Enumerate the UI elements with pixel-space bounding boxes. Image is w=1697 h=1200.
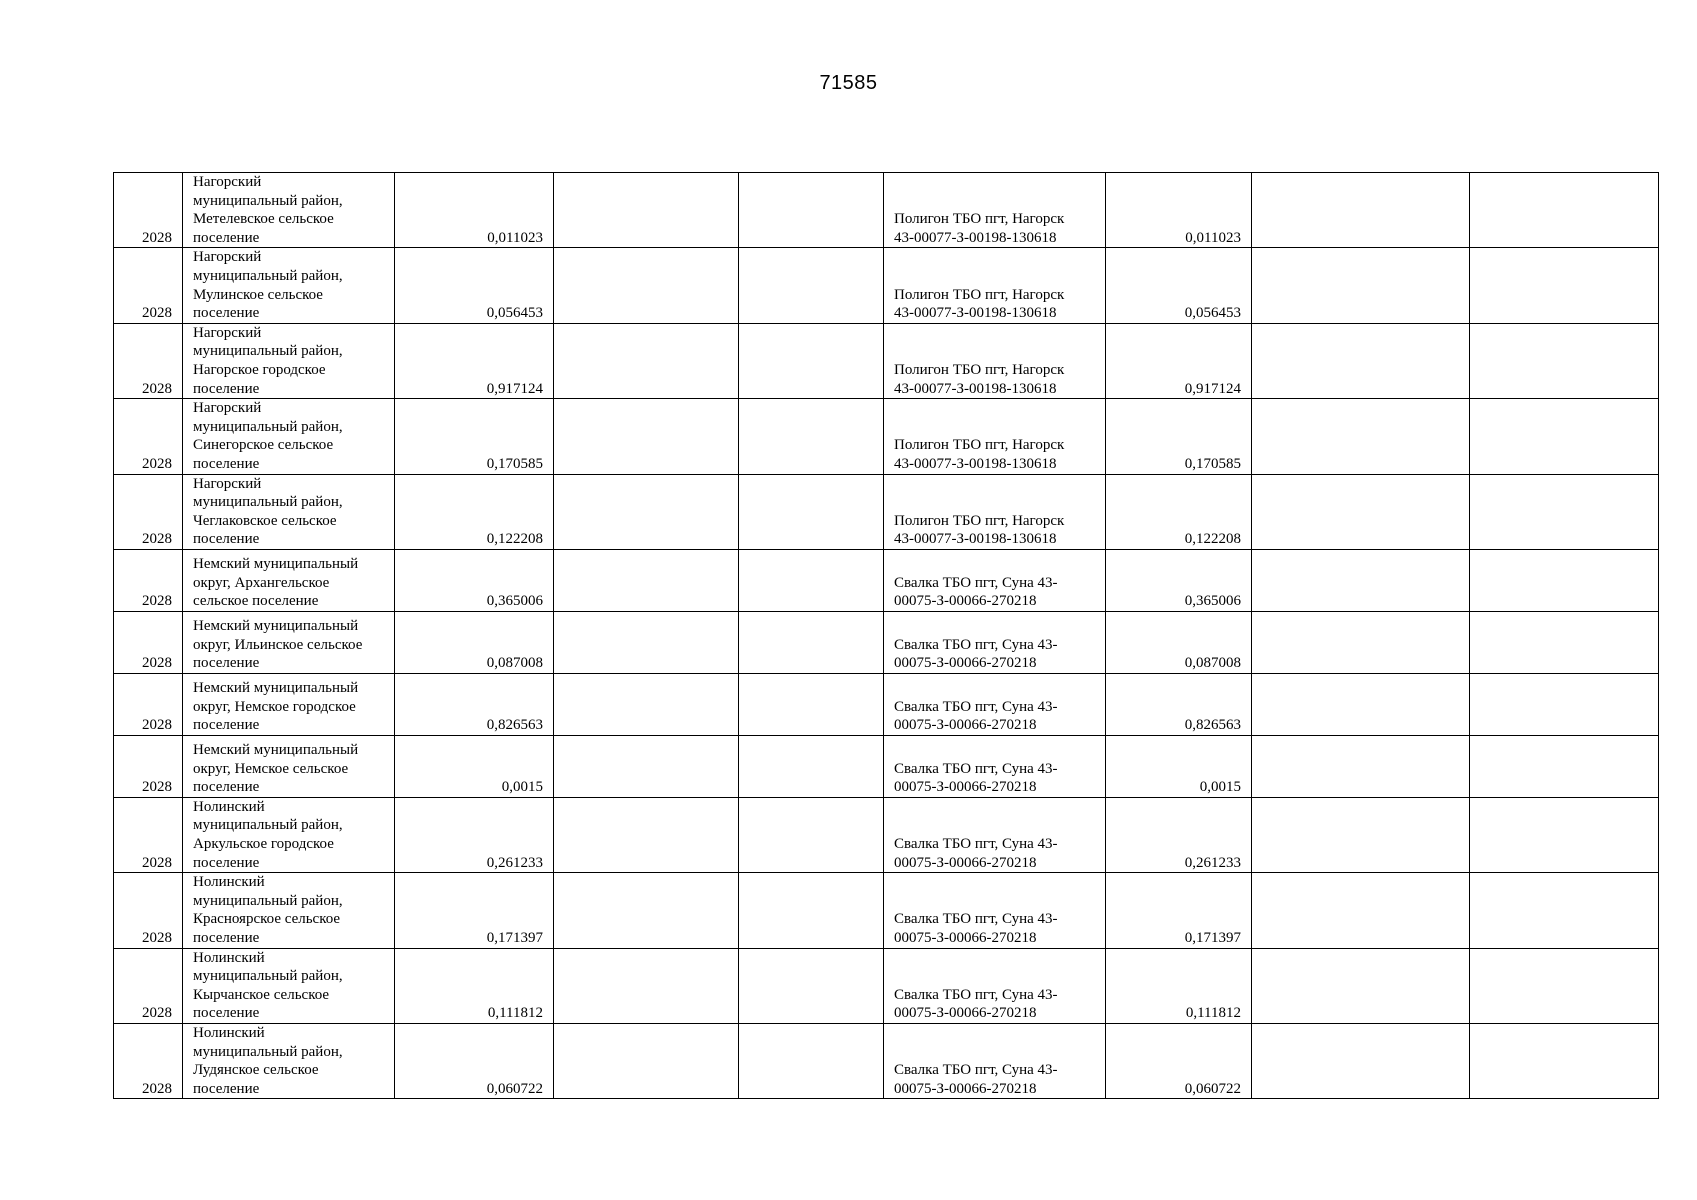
facility-cell-line: 00075-З-00066-270218 — [894, 1080, 1037, 1097]
empty-cell — [1470, 399, 1659, 474]
facility-cell-line: 43-00077-З-00198-130618 — [894, 380, 1057, 397]
volume-cell — [395, 735, 554, 797]
volume-cell — [395, 549, 554, 611]
year-cell — [114, 549, 183, 611]
empty-cell — [739, 474, 884, 549]
territory-cell-line: поселение — [193, 229, 260, 246]
territory-cell — [183, 399, 395, 474]
empty-cell — [1252, 873, 1470, 948]
year-cell — [114, 323, 183, 398]
facility-cell-line: Свалка ТБО пгт, Суна 43- — [894, 986, 1058, 1003]
empty-cell — [739, 323, 884, 398]
facility-cell — [884, 948, 1106, 1023]
empty-cell — [554, 248, 739, 323]
year-cell-value: 2028 — [142, 305, 172, 322]
empty-cell — [1470, 323, 1659, 398]
territory-cell-line: Немский муниципальный — [193, 680, 359, 697]
year-cell-value: 2028 — [142, 854, 172, 871]
year-cell-value: 2028 — [142, 1080, 172, 1097]
territory-cell — [183, 173, 395, 248]
empty-cell — [554, 1024, 739, 1099]
territory-cell-line: Аркульское городское — [193, 836, 334, 853]
territory-cell-line: округ, Немское сельское — [193, 760, 349, 777]
facility-cell-line: Свалка ТБО пгт, Суна 43- — [894, 574, 1058, 591]
empty-cell — [739, 873, 884, 948]
territory-cell-line: Нагорский — [193, 324, 262, 341]
territory-cell-line: Нолинский — [193, 798, 265, 815]
empty-cell — [554, 173, 739, 248]
year-cell — [114, 873, 183, 948]
year-cell — [114, 1024, 183, 1099]
territory-cell-line: Мулинское сельское — [193, 286, 323, 303]
volume-cell-value: 0,917124 — [486, 380, 543, 397]
facility-cell-line: 00075-З-00066-270218 — [894, 1005, 1037, 1022]
facility-cell — [884, 735, 1106, 797]
territory-cell-line: муниципальный район, — [193, 1043, 343, 1060]
facility-cell-line: Свалка ТБО пгт, Суна 43- — [894, 698, 1058, 715]
empty-cell — [554, 611, 739, 673]
empty-cell — [554, 673, 739, 735]
empty-cell — [1252, 173, 1470, 248]
empty-cell — [1470, 1024, 1659, 1099]
volume-cell-value: 0,170585 — [486, 455, 543, 472]
empty-cell — [739, 173, 884, 248]
volume-disposed-cell-value: 0,261233 — [1184, 854, 1241, 871]
volume-cell-value: 0,087008 — [486, 655, 543, 672]
facility-cell-line: Свалка ТБО пгт, Суна 43- — [894, 636, 1058, 653]
volume-cell-value: 0,365006 — [486, 593, 543, 610]
year-cell — [114, 248, 183, 323]
volume-disposed-cell — [1106, 173, 1252, 248]
volume-cell — [395, 797, 554, 872]
territory-cell-line: муниципальный район, — [193, 192, 343, 209]
volume-cell-value: 0,261233 — [486, 854, 543, 871]
empty-cell — [1470, 549, 1659, 611]
territory-cell — [183, 797, 395, 872]
territory-cell-line: Нолинский — [193, 1025, 265, 1041]
table-row — [114, 873, 1659, 948]
facility-cell-line: Свалка ТБО пгт, Суна 43- — [894, 760, 1058, 777]
table-row — [114, 173, 1659, 248]
empty-cell — [554, 735, 739, 797]
volume-cell — [395, 873, 554, 948]
territory-cell-line: поселение — [193, 531, 260, 548]
territory-cell-line: Нолинский — [193, 949, 265, 966]
territory-cell-line: Нагорский — [193, 249, 262, 266]
volume-disposed-cell — [1106, 399, 1252, 474]
territory-cell-line: муниципальный район, — [193, 968, 343, 985]
empty-cell — [1252, 323, 1470, 398]
empty-cell — [739, 399, 884, 474]
territory-cell-line: Нолинский — [193, 874, 265, 891]
facility-cell-line: Полигон ТБО пгт, Нагорск — [894, 361, 1065, 378]
empty-cell — [554, 797, 739, 872]
territory-cell — [183, 1024, 395, 1099]
territory-cell-line: поселение — [193, 779, 260, 796]
territory-cell-line: Нагорское городское — [193, 361, 326, 378]
territory-cell-line: Нагорский — [193, 400, 262, 417]
volume-disposed-cell-value: 0,0015 — [1199, 779, 1241, 796]
territory-cell — [183, 873, 395, 948]
facility-cell-line: 43-00077-З-00198-130618 — [894, 455, 1057, 472]
year-cell — [114, 948, 183, 1023]
territory-cell-line: поселение — [193, 717, 260, 734]
territory-cell-line: муниципальный район, — [193, 343, 343, 360]
volume-disposed-cell-value: 0,060722 — [1184, 1080, 1241, 1097]
table-body — [114, 173, 1659, 1099]
territory-cell-line: поселение — [193, 1080, 260, 1097]
facility-cell — [884, 611, 1106, 673]
territory-cell-line: округ, Немское городское — [193, 698, 356, 715]
volume-disposed-cell — [1106, 1024, 1252, 1099]
empty-cell — [1252, 735, 1470, 797]
volume-cell — [395, 173, 554, 248]
empty-cell — [1470, 673, 1659, 735]
empty-cell — [739, 549, 884, 611]
empty-cell — [1470, 873, 1659, 948]
facility-cell — [884, 173, 1106, 248]
empty-cell — [554, 873, 739, 948]
table-row — [114, 948, 1659, 1023]
empty-cell — [1252, 611, 1470, 673]
facility-cell — [884, 673, 1106, 735]
volume-disposed-cell-value: 0,087008 — [1184, 655, 1241, 672]
empty-cell — [1470, 948, 1659, 1023]
volume-disposed-cell — [1106, 549, 1252, 611]
year-cell-value: 2028 — [142, 593, 172, 610]
year-cell-value: 2028 — [142, 930, 172, 947]
volume-cell — [395, 474, 554, 549]
empty-cell — [1252, 1024, 1470, 1099]
facility-cell-line: Полигон ТБО пгт, Нагорск — [894, 286, 1065, 303]
territory-cell-line: сельское поселение — [193, 593, 319, 610]
facility-cell-line: Свалка ТБО пгт, Суна 43- — [894, 1062, 1058, 1079]
territory-cell-line: поселение — [193, 455, 260, 472]
volume-cell — [395, 611, 554, 673]
facility-cell-line: Полигон ТБО пгт, Нагорск — [894, 512, 1065, 529]
year-cell-value: 2028 — [142, 531, 172, 548]
volume-cell — [395, 1024, 554, 1099]
empty-cell — [1470, 173, 1659, 248]
facility-cell-line: 00075-З-00066-270218 — [894, 779, 1037, 796]
volume-cell-value: 0,826563 — [486, 717, 543, 734]
empty-cell — [1470, 797, 1659, 872]
territory-cell-line: поселение — [193, 930, 260, 947]
year-cell-value: 2028 — [142, 717, 172, 734]
volume-disposed-cell — [1106, 611, 1252, 673]
empty-cell — [1252, 549, 1470, 611]
territory-cell-line: муниципальный район, — [193, 494, 343, 511]
year-cell-value: 2028 — [142, 1005, 172, 1022]
table-row — [114, 735, 1659, 797]
empty-cell — [739, 1024, 884, 1099]
territory-cell — [183, 611, 395, 673]
empty-cell — [1252, 399, 1470, 474]
volume-disposed-cell-value: 0,170585 — [1184, 455, 1241, 472]
volume-disposed-cell — [1106, 948, 1252, 1023]
table-row — [114, 611, 1659, 673]
territory-cell-line: муниципальный район, — [193, 892, 343, 909]
territory-cell-line: поселение — [193, 655, 260, 672]
facility-cell — [884, 1024, 1106, 1099]
year-cell — [114, 797, 183, 872]
year-cell-value: 2028 — [142, 779, 172, 796]
empty-cell — [1470, 735, 1659, 797]
territory-cell-line: муниципальный район, — [193, 817, 343, 834]
facility-cell — [884, 474, 1106, 549]
volume-cell-value: 0,0015 — [501, 779, 543, 796]
empty-cell — [739, 248, 884, 323]
table-row — [114, 797, 1659, 872]
volume-cell-value: 0,111812 — [487, 1005, 543, 1022]
table-row — [114, 549, 1659, 611]
empty-cell — [1252, 948, 1470, 1023]
territory-cell — [183, 673, 395, 735]
volume-disposed-cell — [1106, 474, 1252, 549]
year-cell — [114, 673, 183, 735]
territory-cell-line: округ, Архангельское — [193, 574, 330, 591]
volume-disposed-cell-value: 0,011023 — [1185, 229, 1241, 246]
empty-cell — [554, 948, 739, 1023]
volume-cell-value: 0,122208 — [486, 531, 543, 548]
facility-cell-line: 00075-З-00066-270218 — [894, 854, 1037, 871]
empty-cell — [1470, 474, 1659, 549]
volume-cell-value: 0,056453 — [486, 305, 543, 322]
volume-disposed-cell-value: 0,056453 — [1184, 305, 1241, 322]
volume-disposed-cell-value: 0,171397 — [1184, 930, 1241, 947]
volume-cell — [395, 399, 554, 474]
empty-cell — [1470, 248, 1659, 323]
facility-cell-line: Полигон ТБО пгт, Нагорск — [894, 211, 1065, 228]
volume-disposed-cell — [1106, 797, 1252, 872]
year-cell — [114, 474, 183, 549]
empty-cell — [739, 797, 884, 872]
volume-cell-value: 0,171397 — [486, 930, 543, 947]
empty-cell — [1252, 474, 1470, 549]
facility-cell — [884, 549, 1106, 611]
empty-cell — [554, 323, 739, 398]
table-row — [114, 474, 1659, 549]
facility-cell — [884, 248, 1106, 323]
table-row — [114, 399, 1659, 474]
territory-cell-line: муниципальный район, — [193, 267, 343, 284]
empty-cell — [739, 673, 884, 735]
year-cell-value: 2028 — [142, 380, 172, 397]
volume-disposed-cell-value: 0,122208 — [1184, 531, 1241, 548]
empty-cell — [554, 549, 739, 611]
territory-cell-line: Чеглаковское сельское — [193, 512, 337, 529]
empty-cell — [554, 399, 739, 474]
volume-cell-value: 0,060722 — [486, 1080, 543, 1097]
facility-cell-line: Свалка ТБО пгт, Суна 43- — [894, 836, 1058, 853]
empty-cell — [739, 735, 884, 797]
territory-cell-line: поселение — [193, 380, 260, 397]
volume-disposed-cell — [1106, 873, 1252, 948]
year-cell-value: 2028 — [142, 455, 172, 472]
territory-cell-line: поселение — [193, 305, 260, 322]
territory-cell-line: Нагорский — [193, 174, 262, 190]
facility-cell — [884, 323, 1106, 398]
volume-disposed-cell — [1106, 673, 1252, 735]
page-number: 71585 — [819, 72, 878, 94]
year-cell — [114, 735, 183, 797]
facility-cell-line: 00075-З-00066-270218 — [894, 655, 1037, 672]
territory-cell-line: Немский муниципальный — [193, 556, 359, 573]
territory-cell — [183, 323, 395, 398]
year-cell — [114, 173, 183, 248]
territory-cell-line: поселение — [193, 854, 260, 871]
table-row — [114, 1024, 1659, 1099]
empty-cell — [739, 948, 884, 1023]
year-cell-value: 2028 — [142, 229, 172, 246]
empty-cell — [739, 611, 884, 673]
volume-cell — [395, 673, 554, 735]
table-row — [114, 248, 1659, 323]
territory-cell-line: Синегорское сельское — [193, 437, 334, 454]
territory-cell — [183, 549, 395, 611]
year-cell — [114, 611, 183, 673]
facility-cell — [884, 873, 1106, 948]
territory-cell — [183, 474, 395, 549]
volume-disposed-cell-value: 0,111812 — [1185, 1005, 1241, 1022]
volume-disposed-cell — [1106, 323, 1252, 398]
year-cell-value: 2028 — [142, 655, 172, 672]
territory-cell-line: Красноярское сельское — [193, 911, 341, 928]
volume-cell — [395, 248, 554, 323]
facility-cell-line: 00075-З-00066-270218 — [894, 593, 1037, 610]
volume-disposed-cell-value: 0,365006 — [1184, 593, 1241, 610]
facility-cell-line: 00075-З-00066-270218 — [894, 930, 1037, 947]
facility-cell — [884, 797, 1106, 872]
territory-cell — [183, 735, 395, 797]
territory-cell — [183, 248, 395, 323]
territory-cell-line: муниципальный район, — [193, 418, 343, 435]
territory-cell-line: Немский муниципальный — [193, 742, 359, 759]
table-row — [114, 673, 1659, 735]
year-cell — [114, 399, 183, 474]
territory-cell — [183, 948, 395, 1023]
territory-cell-line: поселение — [193, 1005, 260, 1022]
facility-cell — [884, 399, 1106, 474]
volume-cell-value: 0,011023 — [487, 229, 543, 246]
facility-cell-line: Свалка ТБО пгт, Суна 43- — [894, 911, 1058, 928]
territory-cell-line: Немский муниципальный — [193, 618, 359, 635]
table-row — [114, 323, 1659, 398]
waste-volume-table — [113, 172, 1659, 1099]
facility-cell-line: 00075-З-00066-270218 — [894, 717, 1037, 734]
facility-cell-line: 43-00077-З-00198-130618 — [894, 531, 1057, 548]
empty-cell — [554, 474, 739, 549]
territory-cell-line: Лудянское сельское — [193, 1062, 319, 1079]
territory-cell-line: Кырчанское сельское — [193, 986, 330, 1003]
facility-cell-line: 43-00077-З-00198-130618 — [894, 229, 1057, 246]
empty-cell — [1470, 611, 1659, 673]
territory-cell-line: округ, Ильинское сельское — [193, 636, 363, 653]
volume-disposed-cell-value: 0,917124 — [1184, 380, 1241, 397]
empty-cell — [1252, 797, 1470, 872]
facility-cell-line: Полигон ТБО пгт, Нагорск — [894, 437, 1065, 454]
empty-cell — [1252, 248, 1470, 323]
facility-cell-line: 43-00077-З-00198-130618 — [894, 305, 1057, 322]
volume-cell — [395, 948, 554, 1023]
volume-disposed-cell-value: 0,826563 — [1184, 717, 1241, 734]
volume-disposed-cell — [1106, 248, 1252, 323]
volume-cell — [395, 323, 554, 398]
territory-cell-line: Нагорский — [193, 475, 262, 492]
empty-cell — [1252, 673, 1470, 735]
territory-cell-line: Метелевское сельское — [193, 211, 334, 228]
volume-disposed-cell — [1106, 735, 1252, 797]
